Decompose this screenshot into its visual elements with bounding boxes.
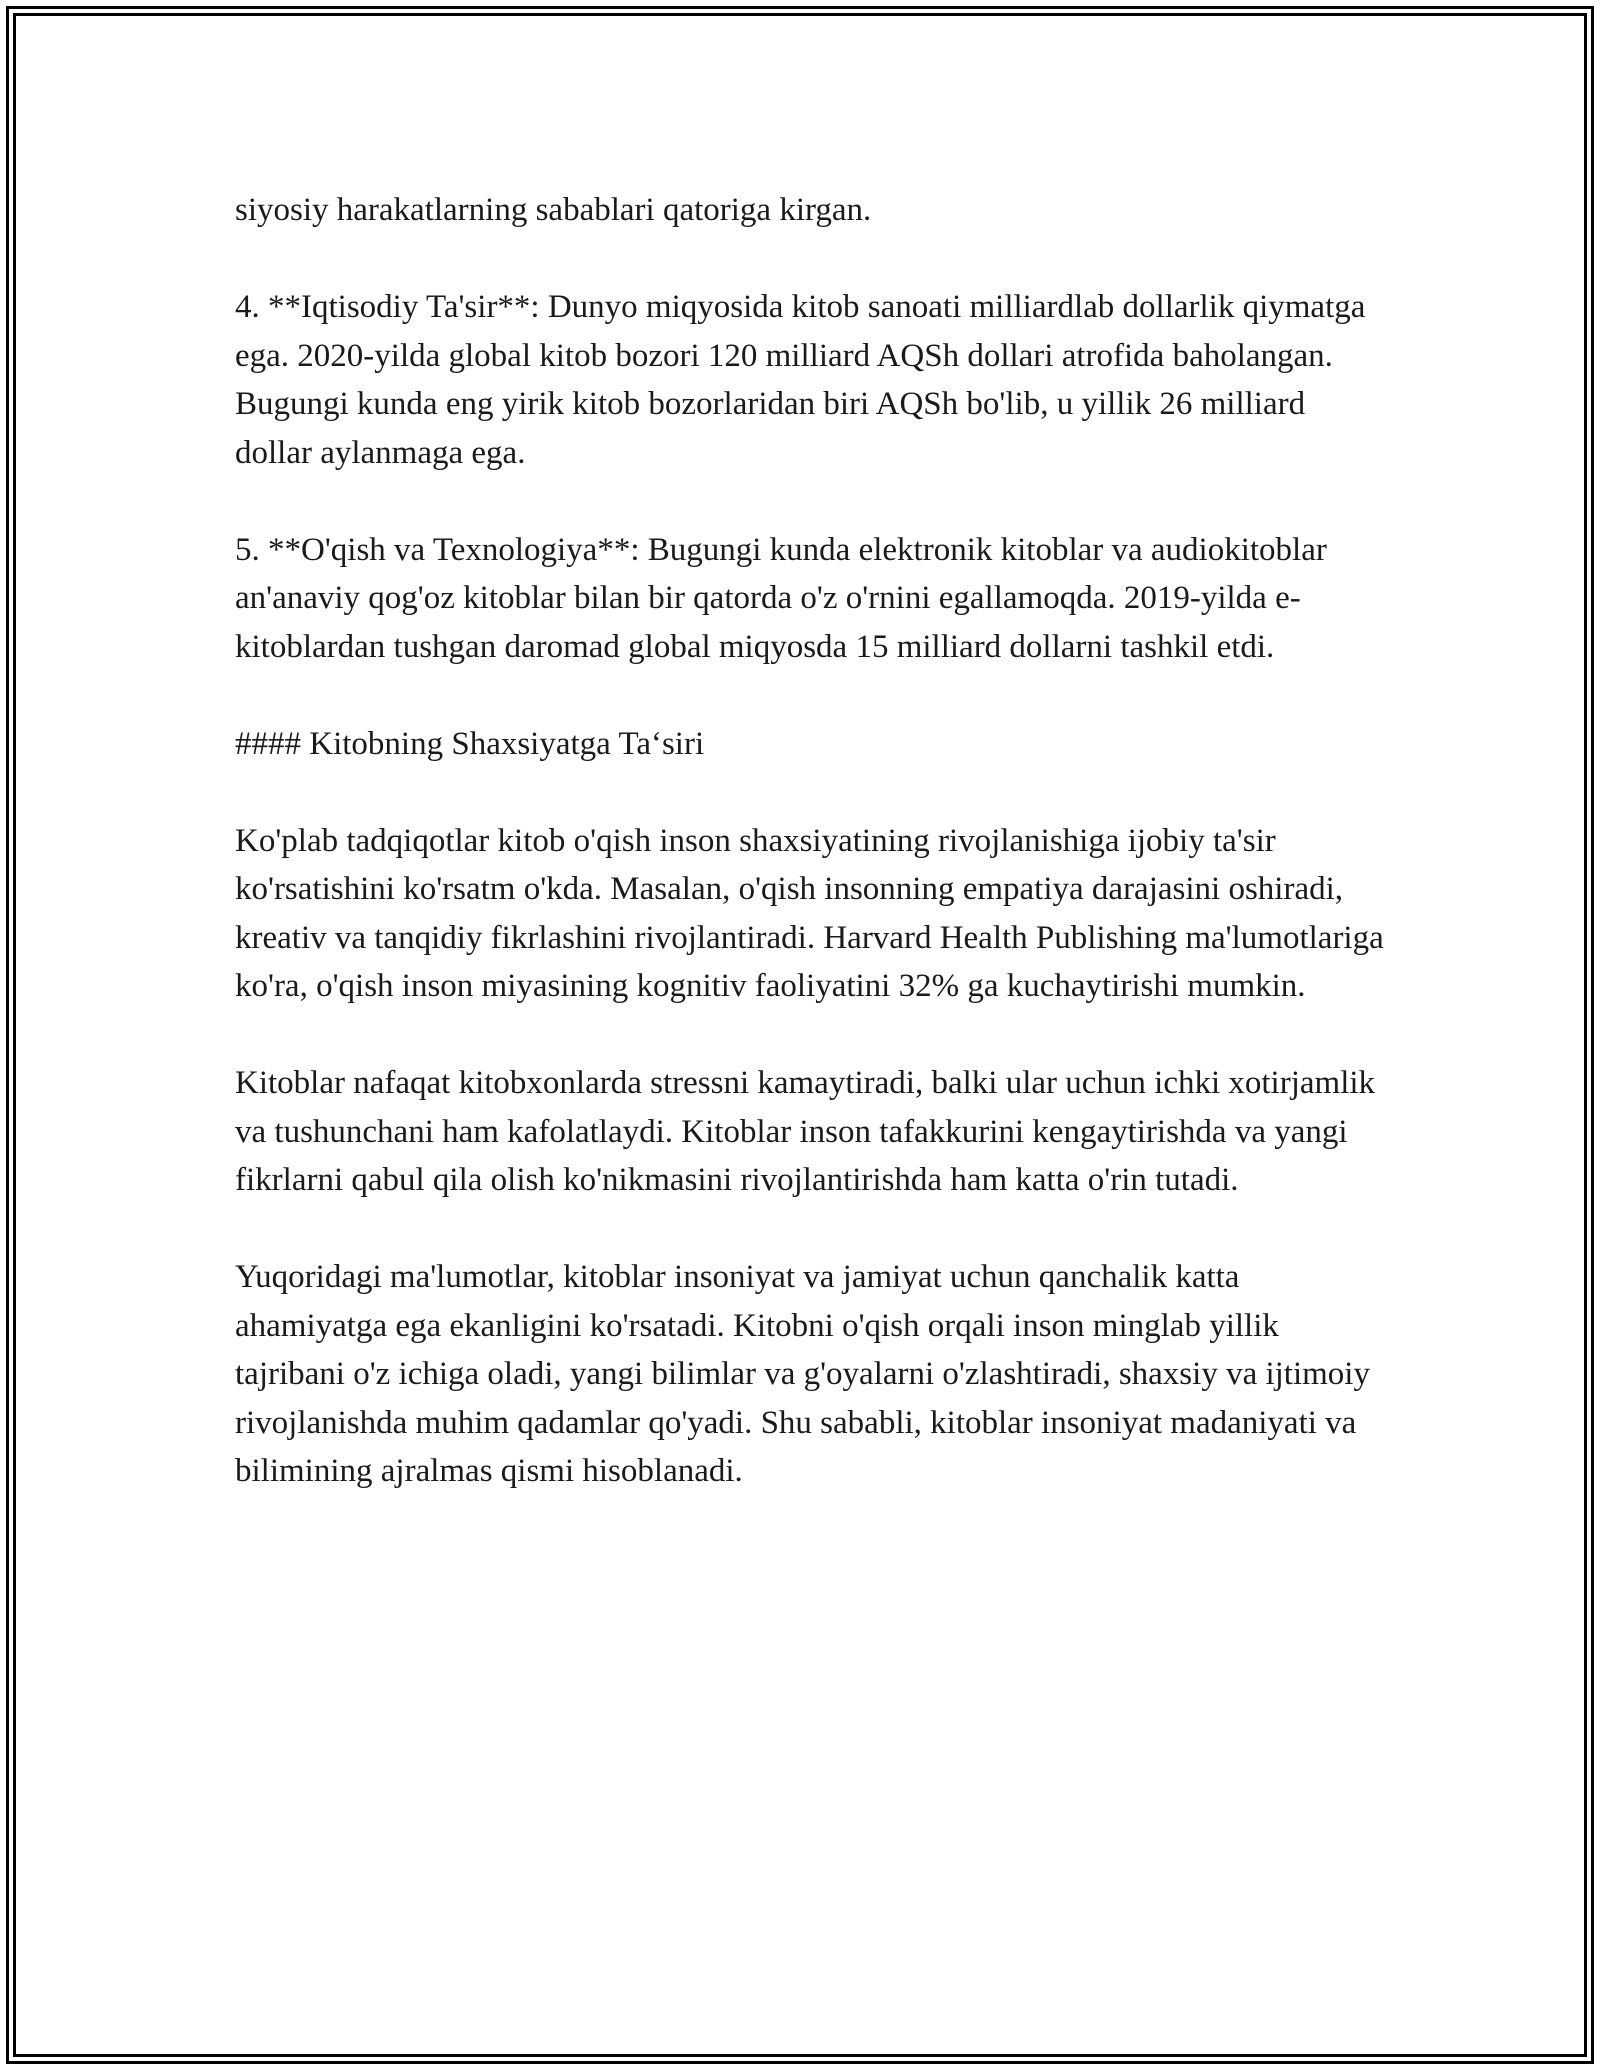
paragraph-research: Ko'plab tadqiqotlar kitob o'qish inson shaxsiyatining rivojlanishiga ijobiy ta'sir ko'rsatishini ko'rsatm o'kda. Masalan, o'qish insonning empatiya darajasini oshiradi, kreativ va tanqidiy fikrlashini rivojlantiradi. Harvard Health Publishing ma'lumotlariga ko'ra, o'qish inson miyasining kognitiv faoliyatini 32% ga kuchaytirishi mumkin. [235,822,1384,1004]
list-item-reading-technology: 5. **O'qish va Texnologiya**: Bugungi kunda elektronik kitoblar va audiokitoblar an'anaviy qog'oz kitoblar bilan bir qatorda o'z o'rnini egallamoqda. 2019-yilda e-kitoblardan tushgan daromad global miqyosda 15 milliard dollarni tashkil etdi. [235,531,1327,665]
paragraph-stress: Kitoblar nafaqat kitobxonlarda stressni kamaytiradi, balki ular uchun ichki xotirjamlik va tushunchani ham kafolatlaydi. Kitoblar inson tafakkurini kengaytirishda va yangi fikrlarni qabul qila olish ko'nikmasini rivojlantirishda ham katta o'rin tutadi. [235,1065,1376,1198]
list-item-economic-impact: 4. **Iqtisodiy Ta'sir**: Dunyo miqyosida kitob sanoati milliardlab dollarlik qiymatga ega. 2020-yilda global kitob bozori 120 milliard AQSh dollari atrofida baholangan. Bugungi kunda eng yirik kitob bozorlaridan biri AQSh bo'lib, u yillik 26 milliard dollar aylanmaga ega. [235,289,1366,471]
document-body [235,186,1385,1496]
paragraph-conclusion: Yuqoridagi ma'lumotlar, kitoblar insoniyat va jamiyat uchun qanchalik katta ahamiyatga ega ekanligini ko'rsatadi. Kitobni o'qish orqali inson minglab yillik tajribani o'z ichiga oladi, yangi bilimlar va g'oyalarni o'zlashtiradi, shaxsiy va ijtimoiy rivojlanishda muhim qadamlar qo'yadi. Shu sababli, kitoblar insoniyat madaniyati va bilimining ajralmas qismi hisoblanadi. [235,1259,1370,1489]
paragraph-continuation: siyosiy harakatlarning sabablari qatoriga kirgan. [235,192,872,228]
section-heading: #### Kitobning Shaxsiyatga Ta‘siri [235,725,705,762]
